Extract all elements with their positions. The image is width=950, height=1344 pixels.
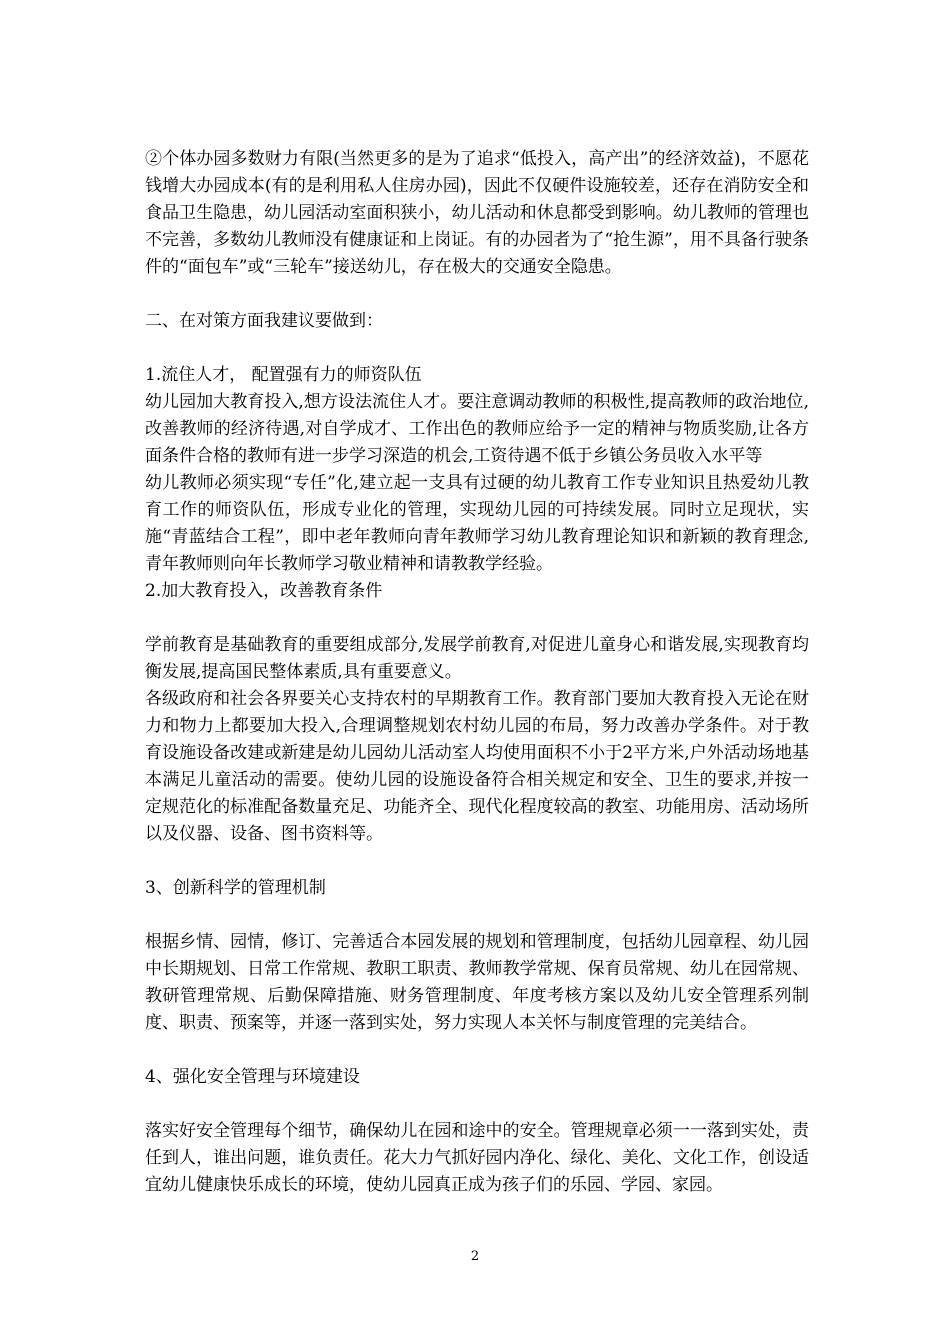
section-heading: 2.加大教育投入，改善教育条件 bbox=[145, 581, 383, 601]
section-heading: 二、在对策方面我建议要做到： bbox=[145, 311, 383, 331]
section-heading: 3、创新科学的管理机制 bbox=[145, 878, 326, 898]
body-paragraph: 根据乡情、园情，修订、完善适合本园发展的规划和管理制度，包括幼儿园章程、幼儿园中长期规划、日常工作常规、教职工职责、教师教学常规、保育员常规、幼儿在园常规、教研管理常规、后勤保障措施、财务管理制度、年度考核方案以及幼儿安全管理系列制度、职责、预案等，并逐一落到实处，努力实现人本关怀与制度管理的完美结合。 bbox=[145, 932, 809, 1033]
body-paragraph: 幼儿园加大教育投入,想方设法流住人才。要注意调动教师的积极性,提高教师的政治地位,改善教师的经济待遇,对自学成才、工作出色的教师应给予一定的精神与物质奖励,让各方面条件合格的教师有进一步学习深造的机会,工资待遇不低于乡镇公务员收入水平等 bbox=[145, 392, 809, 466]
body-paragraph: ②个体办园多数财力有限(当然更多的是为了追求“低投入，高产出”的经济效益)，不愿花钱增大办园成本(有的是利用私人住房办园)，因此不仅硬件设施较差，还存在消防安全和食品卫生隐患，幼儿园活动室面积狭小，幼儿活动和休息都受到影响。幼儿教师的管理也不完善，多数幼儿教师没有健康证和上岗证。有的办园者为了“抢生源”，用不具备行驶条件的“面包车”或“三轮车”接送幼儿，存在极大的交通安全隐患。 bbox=[145, 149, 809, 277]
body-paragraph: 学前教育是基础教育的重要组成部分,发展学前教育,对促进儿童身心和谐发展,实现教育均衡发展,提高国民整体素质,具有重要意义。 bbox=[145, 635, 809, 682]
paragraph-spacer bbox=[145, 1037, 809, 1064]
paragraph-spacer bbox=[145, 605, 809, 632]
section-heading: 1.流住人才， 配置强有力的师资队伍 bbox=[145, 365, 422, 385]
paragraph-spacer bbox=[145, 281, 809, 308]
paragraph-spacer bbox=[145, 902, 809, 929]
paragraph-spacer bbox=[145, 1091, 809, 1118]
paragraph-spacer bbox=[145, 848, 809, 875]
section-heading: 4、强化安全管理与环境建设 bbox=[145, 1067, 360, 1087]
document-body bbox=[145, 146, 809, 1199]
body-paragraph: 幼儿教师必须实现“专任”化,建立起一支具有过硬的幼儿教育工作专业知识且热爱幼儿教育工作的师资队伍，形成专业化的管理，实现幼儿园的可持续发展。同时立足现状，实施“青蓝结合工程”，即中老年教师向青年教师学习幼儿教育理论知识和新颖的教育理念,青年教师则向年长教师学习敬业精神和请教教学经验。 bbox=[145, 473, 809, 574]
page-number: 2 bbox=[470, 1249, 480, 1264]
body-paragraph: 落实好安全管理每个细节，确保幼儿在园和途中的安全。管理规章必须一一落到实处，责任到人，谁出问题，谁负责任。花大力气抓好园内净化、绿化、美化、文化工作，创设适宜幼儿健康快乐成长的环境，使幼儿园真正成为孩子们的乐园、学园、家园。 bbox=[145, 1121, 809, 1195]
body-paragraph: 各级政府和社会各界要关心支持农村的早期教育工作。教育部门要加大教育投入无论在财力和物力上都要加大投入,合理调整规划农村幼儿园的布局，努力改善办学条件。对于教育设施设备改建或新建是幼儿园幼儿活动室人均使用面积不小于2平方米,户外活动场地基本满足儿童活动的需要。使幼儿园的设施设备符合相关规定和安全、卫生的要求,并按一定规范化的标准配备数量充足、功能齐全、现代化程度较高的教室、功能用房、活动场所以及仪器、设备、图书资料等。 bbox=[145, 689, 809, 844]
paragraph-spacer bbox=[145, 335, 809, 362]
